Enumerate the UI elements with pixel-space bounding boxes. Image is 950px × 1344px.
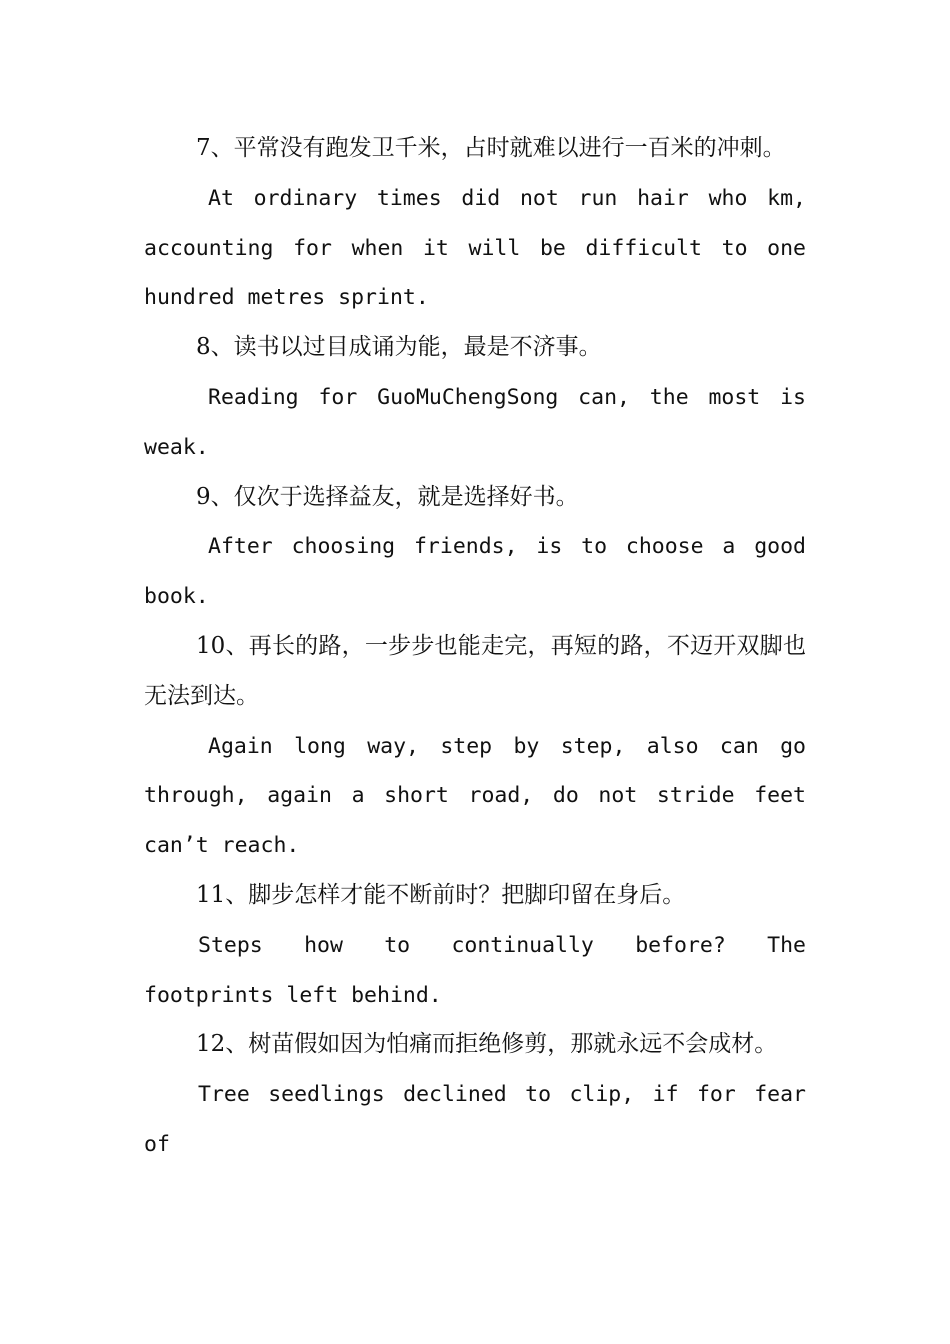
- entry-8-english: Reading for GuoMuChengSong can, the most is weak.: [144, 384, 806, 460]
- entry-12-english: Tree seedlings declined to clip, if for fear of: [144, 1082, 806, 1157]
- entry-8-chinese: 8、读书以过目成诵为能，最是不济事。: [196, 334, 602, 361]
- entry-9-chinese: 9、仅次于选择益友，就是选择好书。: [196, 483, 579, 510]
- entry-11-chinese: 11、脚步怎样才能不断前时？把脚印留在身后。: [196, 881, 686, 908]
- entry-7-chinese: 7、平常没有跑发卫千米，占时就难以进行一百米的冲刺。: [196, 135, 786, 161]
- entry-10-english: Again long way, step by step, also can go through, again a short road, do not stride feet can’t reach.: [144, 733, 806, 859]
- document-page: [144, 124, 806, 1170]
- entry-10-chinese: 10、再长的路，一步步也能走完，再短的路，不迈开双脚也无法到达。: [144, 632, 806, 709]
- entry-9-english: After choosing friends, is to choose a good book.: [144, 534, 806, 610]
- entry-11-english: Steps how to continually before? The footprints left behind.: [144, 932, 806, 1008]
- entry-12-chinese: 12、树苗假如因为怕痛而拒绝修剪，那就永远不会成材。: [196, 1031, 778, 1058]
- entry-7-english: At ordinary times did not run hair who km, accounting for when it will be difficult to one hundred metres sprint.: [144, 185, 806, 311]
